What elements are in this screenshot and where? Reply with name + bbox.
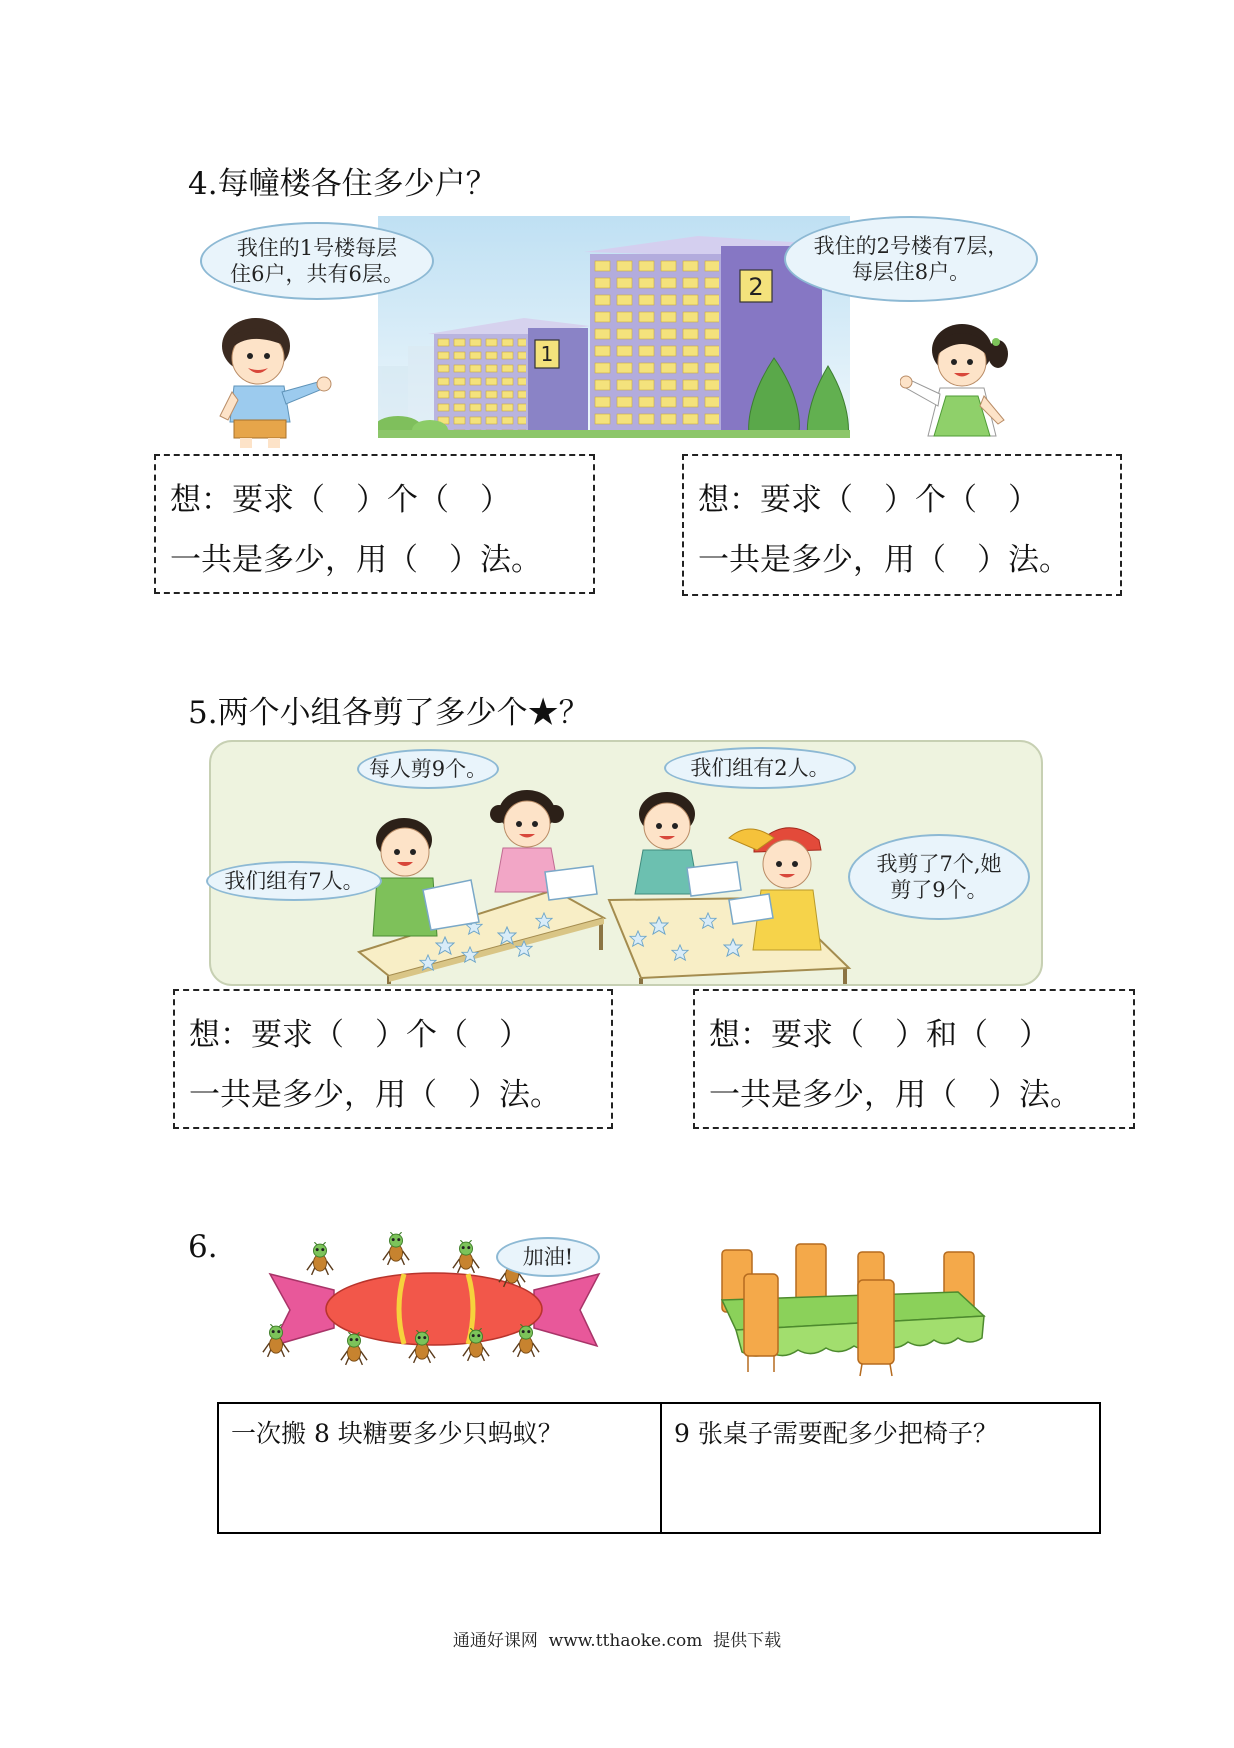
table-and-chairs-illustration [708, 1238, 988, 1378]
building-1 [428, 318, 590, 438]
footer-source: 通通好课网 www.tthaoke.com 提供下载 [452, 1631, 782, 1651]
speech-bubble-cheer [496, 1237, 600, 1277]
buildings-illustration [378, 216, 850, 438]
speech-bubble-boy [200, 222, 434, 300]
paper-sheet [729, 894, 773, 924]
building-2-number: 2 [748, 273, 764, 301]
think-line-2: 一共是多少，用（ ）法。 [709, 1077, 1081, 1113]
think-line-2: 一共是多少，用（ ）法。 [189, 1077, 561, 1113]
question-6-title: 6. [188, 1229, 218, 1265]
think-box-group-1 [173, 989, 613, 1129]
think-line-2: 一共是多少，用（ ）法。 [698, 542, 1070, 578]
think-line-1: 想：要求（ ）个（ ） [698, 482, 1039, 518]
think-box-building-2 [682, 454, 1122, 596]
bubble-line: 我们组有2人。 [690, 756, 830, 780]
boy-illustration [200, 312, 335, 448]
think-box-building-1 [154, 454, 595, 594]
think-line-1: 想：要求（ ）和（ ） [709, 1017, 1050, 1053]
speech-bubble-group-7 [206, 861, 382, 901]
bubble-line: 剪了9个。 [890, 878, 988, 902]
bubble-line: 住6户，共有6层。 [230, 262, 404, 286]
bubble-line: 每层住8户。 [851, 260, 971, 284]
bubble-line: 我们组有7人。 [224, 869, 364, 893]
table-cell-ants-question: 一次搬 8 块糖要多少只蚂蚁？ [219, 1404, 662, 1532]
bubble-line: 我住的2号楼有7层， [813, 234, 1009, 258]
table-cell-chairs-question: 9 张桌子需要配多少把椅子？ [674, 1419, 998, 1448]
speech-bubble-each-cut [357, 749, 499, 789]
think-box-group-2 [693, 989, 1135, 1129]
paper-sheet [687, 862, 741, 896]
speech-bubble-group-2 [664, 747, 856, 789]
paper-sheet [545, 866, 597, 900]
bubble-line: 加油! [522, 1245, 574, 1269]
question-4-title: 4.每幢楼各住多少户？ [188, 166, 497, 202]
bubble-line: 我剪了7个,她 [876, 852, 1002, 876]
girl-illustration [900, 318, 1025, 444]
think-line-1: 想：要求（ ）个（ ） [170, 482, 511, 518]
think-line-2: 一共是多少，用（ ）法。 [170, 542, 542, 578]
bubble-line: 每人剪9个。 [368, 757, 488, 781]
candy-body [326, 1273, 542, 1345]
speech-bubble-girl [784, 216, 1038, 302]
building-1-number: 1 [540, 342, 554, 366]
question-6-table [217, 1402, 1101, 1534]
think-line-1: 想：要求（ ）个（ ） [189, 1017, 530, 1053]
candy-wrapper-right [534, 1274, 599, 1346]
question-5-title: 5.两个小组各剪了多少个★？ [188, 695, 590, 731]
paper-sheet [423, 880, 479, 930]
bubble-line: 我住的1号楼每层 [236, 236, 398, 260]
speech-bubble-cut-count [848, 834, 1030, 920]
grass [378, 430, 850, 438]
